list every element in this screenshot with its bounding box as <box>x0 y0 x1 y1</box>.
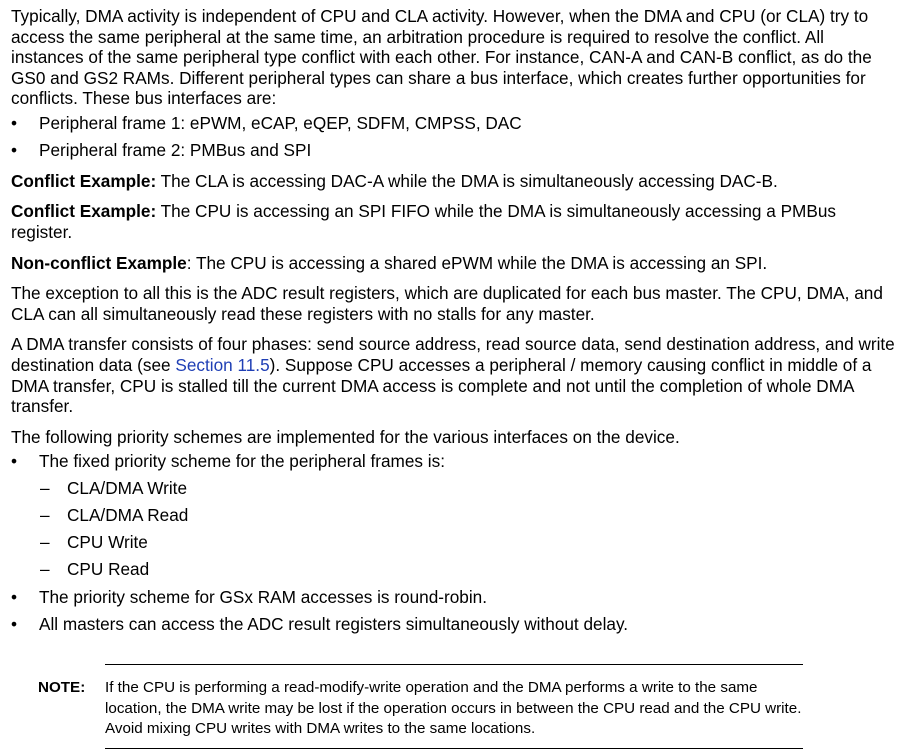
list-item-text: CPU Write <box>67 532 148 553</box>
list-item-text: The fixed priority scheme for the peripheral frames is: <box>39 451 445 472</box>
list-item-text: CLA/DMA Read <box>67 505 189 526</box>
list-item <box>11 587 901 608</box>
dash-icon: – <box>40 477 50 498</box>
intro-paragraph: Typically, DMA activity is independent of CPU and CLA activity. However, when the DMA and CPU (or CLA) try to access the same peripheral at the same time, an arbitration procedure is required to resolve the conflict. All instances of the same peripheral type conflict with each other. For instance, CAN-A and CAN-B conflict, as do the GS0 and GS2 RAMs. Different peripheral types can share a bus interface, which creates further opportunities for conflicts. These bus interfaces are: <box>11 6 872 109</box>
list-item-text: CLA/DMA Write <box>67 477 188 498</box>
list-item-text: CPU Read <box>67 559 150 580</box>
example-lead: Non-conflict Example <box>11 252 187 273</box>
conflict-example-2 <box>11 201 901 242</box>
example-text: The CPU is accessing an SPI FIFO while the DMA is simultaneously accessing a PMBus register. <box>11 201 836 242</box>
list-item <box>11 559 901 580</box>
list-item <box>11 451 901 580</box>
list-item <box>11 505 901 526</box>
section-link[interactable]: Section 11.5 <box>175 354 270 375</box>
note-body <box>38 665 803 748</box>
dma-transfer-paragraph <box>11 334 901 416</box>
priority-order-list <box>39 478 901 580</box>
note-box <box>38 664 803 749</box>
bullet-icon: • <box>11 613 18 634</box>
list-item-text: The priority scheme for GSx RAM accesses is round-robin. <box>39 586 487 607</box>
conflict-example-1 <box>11 171 901 192</box>
dash-icon: – <box>40 559 50 580</box>
transfer-text-start: A DMA transfer consists of four phases: send source address, read source data, send destination address, and write destination data (see <box>11 334 895 375</box>
dash-icon: – <box>40 505 50 526</box>
note-bottom-rule <box>105 748 803 749</box>
bus-interface-list <box>11 113 901 161</box>
exception-paragraph: The exception to all this is the ADC result registers, which are duplicated for each bus master. The CPU, DMA, and CLA can all simultaneously read these registers with no stalls for any master. <box>11 283 883 324</box>
example-lead: Conflict Example: <box>11 170 157 191</box>
note-label: NOTE: <box>38 679 86 696</box>
non-conflict-example <box>11 253 901 274</box>
transfer-text-end: ). Suppose CPU accesses a peripheral / memory causing conflict in middle of a DMA transfer, CPU is stalled till the current DMA access is complete and not until the completion of whole DMA transfer. <box>11 354 872 417</box>
list-item <box>11 113 901 134</box>
example-lead: Conflict Example: <box>11 201 157 222</box>
list-item <box>11 140 901 161</box>
list-item-text: Peripheral frame 2: PMBus and SPI <box>39 140 312 161</box>
example-text: : The CPU is accessing a shared ePWM while the DMA is accessing an SPI. <box>186 252 768 273</box>
bullet-icon: • <box>11 140 18 161</box>
list-item-text: Peripheral frame 1: ePWM, eCAP, eQEP, SDFM, CMPSS, DAC <box>39 112 522 133</box>
note-text: If the CPU is performing a read-modify-write operation and the DMA performs a write to the same location, the DMA write may be lost if the operation occurs in between the CPU read and the CPU write. Avoid mixing CPU writes with DMA writes to the same locations. <box>105 679 802 737</box>
list-item <box>11 532 901 553</box>
bullet-icon: • <box>11 451 18 472</box>
bullet-icon: • <box>11 112 18 133</box>
dash-icon: – <box>40 532 50 553</box>
priority-scheme-list <box>11 451 901 634</box>
list-item <box>11 478 901 499</box>
priority-intro-paragraph: The following priority schemes are implemented for the various interfaces on the device. <box>11 426 680 447</box>
example-text: The CLA is accessing DAC-A while the DMA is simultaneously accessing DAC-B. <box>156 170 778 191</box>
list-item-text: All masters can access the ADC result registers simultaneously without delay. <box>39 613 629 634</box>
bullet-icon: • <box>11 586 18 607</box>
list-item <box>11 614 901 635</box>
